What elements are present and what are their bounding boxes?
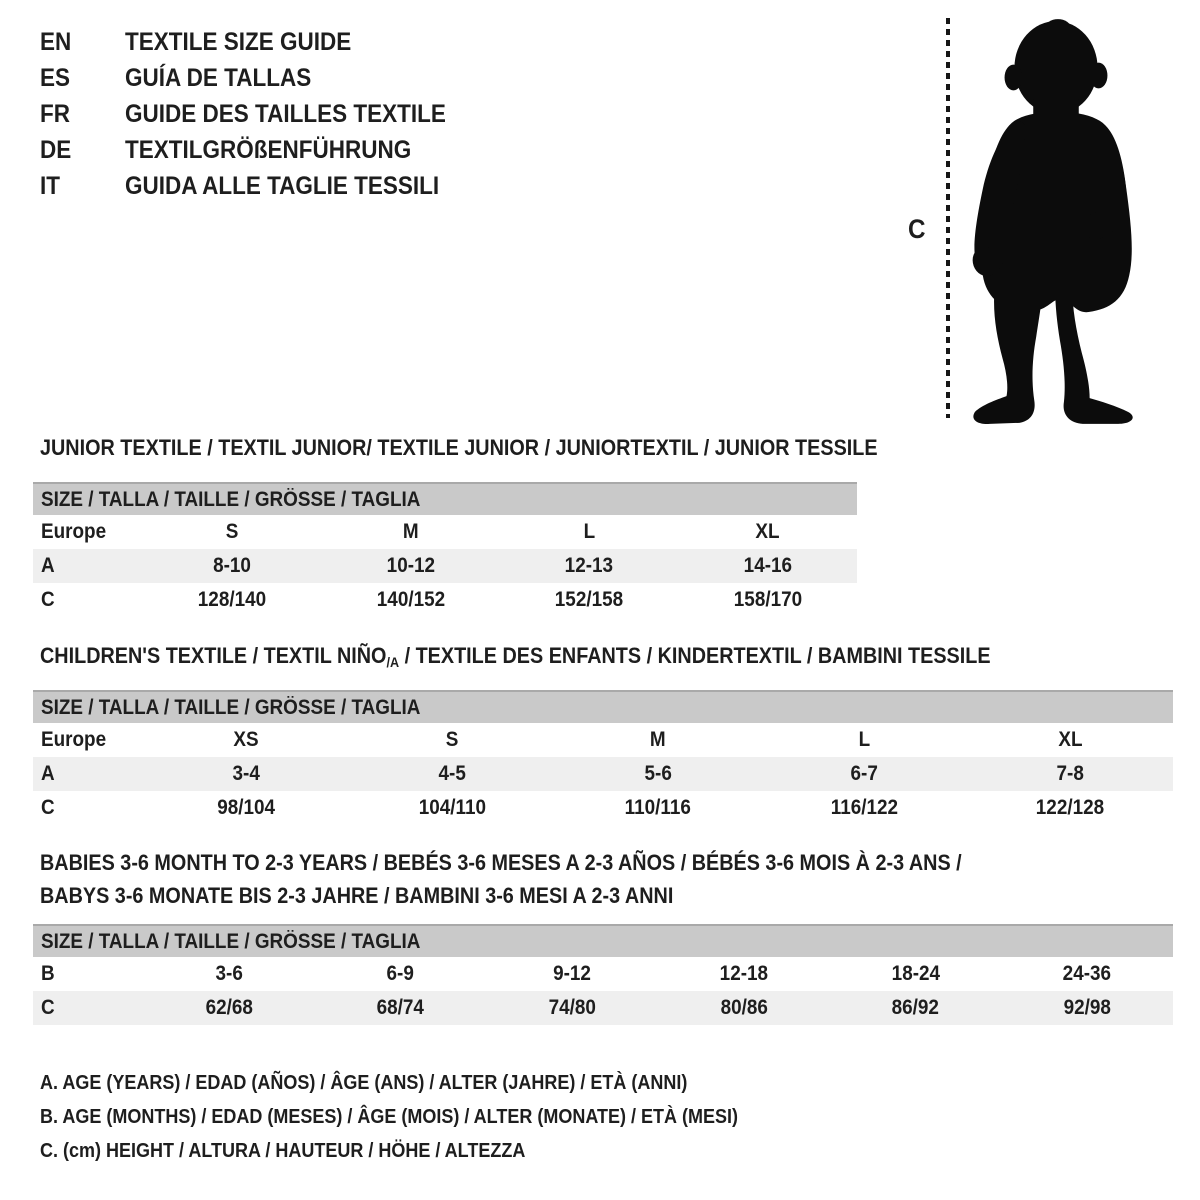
height-cell: 80/86	[658, 991, 830, 1025]
junior-sizes-row	[33, 515, 857, 549]
age-cell: 3-6	[215, 962, 243, 985]
children-section-title	[40, 639, 1096, 679]
babies-size-table	[33, 924, 1173, 1025]
height-cell: 104/110	[418, 796, 486, 819]
size-cell: L	[858, 728, 870, 751]
height-cell: 110/116	[624, 796, 692, 819]
babies-section-title-line1: BABIES 3-6 MONTH TO 2-3 YEARS / BEBÉS 3-6 MESES A 2-3 AÑOS / BÉBÉS 3-6 MOIS À 2-3 ANS /	[40, 850, 962, 875]
size-cell: XS	[233, 728, 259, 751]
children-size-header: SIZE / TALLA / TAILLE / GRÖSSE / TAGLIA	[33, 691, 1173, 723]
language-code-it: IT	[40, 172, 60, 200]
size-cell: S	[445, 728, 459, 751]
age-cell: 8-10	[143, 549, 322, 583]
language-row-fr	[40, 96, 481, 132]
age-cell: 12-18	[719, 962, 768, 985]
language-code-en: EN	[40, 28, 72, 56]
babies-section-title-line2: BABYS 3-6 MONATE BIS 2-3 JAHRE / BAMBINI 3-6 MESI A 2-3 ANNI	[40, 883, 674, 908]
age-cell: 7-8	[967, 757, 1173, 791]
children-age-row	[33, 757, 1173, 791]
height-cell: 68/74	[315, 991, 487, 1025]
language-row-en	[40, 24, 481, 60]
age-cell: 6-7	[761, 757, 967, 791]
size-cell: M	[650, 728, 666, 751]
height-measure-dotted-line	[946, 18, 950, 418]
language-title-list	[40, 24, 481, 204]
junior-size-header: SIZE / TALLA / TAILLE / GRÖSSE / TAGLIA	[33, 483, 857, 515]
row-label: Europe	[41, 728, 107, 751]
height-cell: 122/128	[1035, 796, 1105, 819]
height-cell: 98/104	[217, 796, 275, 819]
row-label: C	[41, 588, 55, 611]
language-row-es	[40, 60, 481, 96]
height-cell: 86/92	[830, 991, 1002, 1025]
height-cell: 116/122	[830, 796, 898, 819]
size-cell: M	[402, 520, 419, 543]
height-cell: 74/80	[486, 991, 658, 1025]
children-size-table	[33, 690, 1173, 825]
babies-height-row	[33, 991, 1173, 1025]
language-title-de: TEXTILGRÖßENFÜHRUNG	[124, 136, 412, 164]
size-cell: XL	[755, 520, 780, 543]
height-cell: 62/68	[143, 991, 315, 1025]
height-cell: 158/170	[733, 588, 802, 611]
language-title-es: GUÍA DE TALLAS	[124, 64, 312, 92]
language-row-de	[40, 132, 481, 168]
age-cell: 3-4	[143, 757, 349, 791]
height-cell: 128/140	[198, 588, 267, 611]
babies-section-title	[40, 846, 1064, 912]
language-row-it	[40, 168, 481, 204]
age-cell: 12-13	[500, 549, 679, 583]
children-sizes-row	[33, 723, 1173, 757]
junior-section-title	[40, 431, 971, 464]
size-cell: XL	[1057, 728, 1083, 751]
age-cell: 6-9	[386, 962, 415, 985]
height-cell: 152/158	[555, 588, 624, 611]
language-title-fr: GUIDE DES TAILLES TEXTILE	[124, 100, 446, 128]
babies-age-row	[33, 957, 1173, 991]
age-cell: 4-5	[349, 757, 555, 791]
row-label: B	[41, 962, 55, 985]
age-cell: 14-16	[679, 549, 858, 583]
age-cell: 24-36	[1062, 962, 1112, 985]
babies-size-header: SIZE / TALLA / TAILLE / GRÖSSE / TAGLIA	[33, 925, 1173, 957]
toddler-silhouette-icon	[962, 12, 1150, 426]
measurement-legend	[40, 1066, 816, 1168]
language-code-de: DE	[40, 136, 72, 164]
size-cell: S	[225, 520, 239, 543]
junior-section-title-text: JUNIOR TEXTILE / TEXTIL JUNIOR/ TEXTILE JUNIOR / JUNIORTEXTIL / JUNIOR TESSILE	[40, 435, 878, 460]
row-label: Europe	[41, 520, 107, 543]
legend-age-months: B. AGE (MONTHS) / EDAD (MESES) / ÂGE (MOIS) / ALTER (MONATE) / ETÀ (MESI)	[40, 1106, 738, 1128]
children-height-row	[33, 791, 1173, 825]
legend-height-cm: C. (cm) HEIGHT / ALTURA / HAUTEUR / HÖHE / ALTEZZA	[40, 1140, 526, 1162]
legend-age-years: A. AGE (YEARS) / EDAD (AÑOS) / ÂGE (ANS) / ALTER (JAHRE) / ETÀ (ANNI)	[40, 1072, 688, 1094]
age-cell: 5-6	[555, 757, 761, 791]
language-title-it: GUIDA ALLE TAGLIE TESSILI	[124, 172, 440, 200]
row-label: C	[33, 991, 143, 1025]
junior-height-row	[33, 583, 857, 617]
age-cell: 10-12	[322, 549, 501, 583]
junior-size-table	[33, 482, 857, 617]
height-measure-label: C	[908, 214, 926, 244]
age-cell: 9-12	[553, 962, 592, 985]
language-code-fr: FR	[40, 100, 70, 128]
row-label: A	[33, 757, 143, 791]
height-cell: 92/98	[1001, 991, 1173, 1025]
age-cell: 18-24	[891, 962, 940, 985]
size-cell: L	[583, 520, 596, 543]
language-code-es: ES	[40, 64, 71, 92]
junior-age-row	[33, 549, 857, 583]
row-label: C	[41, 796, 55, 819]
children-section-title-text: CHILDREN'S TEXTILE / TEXTIL NIÑO/A / TEXTILE DES ENFANTS / KINDERTEXTIL / BAMBINI TESSILE	[40, 643, 991, 670]
language-title-en: TEXTILE SIZE GUIDE	[124, 28, 352, 56]
row-label: A	[33, 549, 143, 583]
height-cell: 140/152	[376, 588, 445, 611]
